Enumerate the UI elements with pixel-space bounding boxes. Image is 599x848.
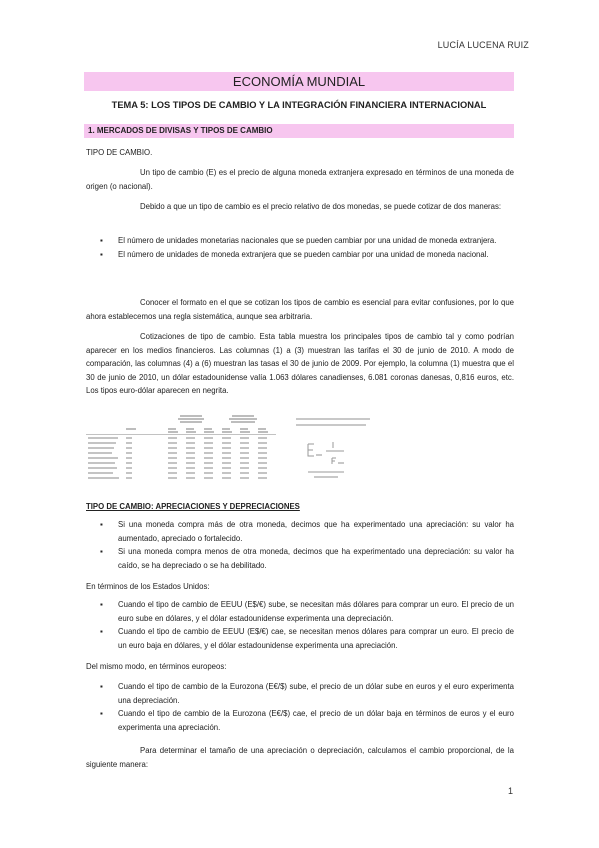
european-terms-heading: Del mismo modo, en términos europeos: [86, 662, 227, 671]
paragraph-format: Conocer el formato en el que se cotizan los tipos de cambio es esencial para evitar confusiones, por lo que ahora establecemos una regla sistemática, aunque sea arbitraria. [86, 298, 514, 321]
bullet-item: ▪ Cuando el tipo de cambio de la Eurozona (E€/$) cae, el precio de un dólar baja en términos de euros y el euro experimenta una apreciación. [86, 707, 514, 734]
page-number: 1 [507, 786, 513, 796]
exchange-rate-table-image [86, 414, 276, 484]
appreciation-bullets [86, 518, 514, 572]
author-name: LUCÍA LUCENA RUIZ [437, 40, 529, 50]
quote-bullets [86, 234, 514, 261]
section-heading: 1. MERCADOS DE DIVISAS Y TIPOS DE CAMBIO [88, 126, 273, 135]
bullet-item: ▪ Cuando el tipo de cambio de EEUU (E$/€) sube, se necesitan más dólares para comprar un euro. El precio de un euro sube en dólares, y el dólar estadounidense experimenta una depreciación. [86, 598, 514, 625]
bullet-item: ▪ Cuando el tipo de cambio de la Eurozona (E€/$) sube, el precio de un dólar sube en euros y el euro experimenta una depreciación. [86, 680, 514, 707]
paragraph-definition: Un tipo de cambio (E) es el precio de alguna moneda extranjera expresado en términos de una moneda de origen (o nacional). [86, 168, 514, 191]
document-subtitle: TEMA 5: LOS TIPOS DE CAMBIO Y LA INTEGRACIÓN FINANCIERA INTERNACIONAL [111, 100, 487, 110]
paragraph-proportional-change: Para determinar el tamaño de una apreciación o depreciación, calculamos el cambio proporcional, de la siguiente manera: [86, 746, 514, 769]
paragraph-quotes: Cotizaciones de tipo de cambio. Esta tabla muestra los principales tipos de cambio tal y como podrían aparecer en los medios financieros. Las columnas (1) a (3) muestran las tarifas el 30 de junio de 2010. A modo de comparación, las columnas (4) a (6) muestran las tasas el 30 de junio de 2009. Por ejemplo, la columna (1) muestra que el 30 de junio de 2010, un dólar estadounidense valía 1.063 dólares canadienses, 6.081 coronas danesas, 0,816 euros, etc. Los tipos euro-dólar aparecen en negrita. [86, 332, 514, 395]
us-terms-heading: En términos de los Estados Unidos: [86, 582, 210, 591]
document-title: ECONOMÍA MUNDIAL [232, 74, 366, 89]
bullet-item: ▪ Cuando el tipo de cambio de EEUU (E$/€) cae, se necesitan menos dólares para comprar un euro. El precio de un euro baja en dólares, y el dólar estadounidense experimenta una apreciación. [86, 625, 514, 652]
bullet-item: ▪ Si una moneda compra menos de otra moneda, decimos que ha experimentado una depreciación: su valor ha caído, se ha depreciado o se ha debilitado. [86, 545, 514, 572]
tipo-cambio-heading: TIPO DE CAMBIO. [86, 148, 153, 157]
appreciation-heading: TIPO DE CAMBIO: APRECIACIONES Y DEPRECIACIONES [86, 502, 300, 511]
bullet-item: ▪ Si una moneda compra más de otra moneda, decimos que ha experimentado una apreciación: su valor ha aumentado, apreciado o fortalecido. [86, 518, 514, 545]
european-terms-bullets [86, 680, 514, 734]
bullet-item: ▪ El número de unidades monetarias nacionales que se pueden cambiar por una unidad de moneda extranjera. [86, 234, 514, 248]
us-terms-bullets [86, 598, 514, 652]
paragraph-two-ways: Debido a que un tipo de cambio es el precio relativo de dos monedas, se puede cotizar de dos maneras: [140, 202, 502, 211]
section-band [84, 124, 514, 138]
proportional-change-formula-image [294, 414, 374, 486]
title-band [84, 72, 514, 91]
bullet-item: ▪ El número de unidades de moneda extranjera que se pueden cambiar por una unidad de moneda nacional. [86, 248, 514, 262]
